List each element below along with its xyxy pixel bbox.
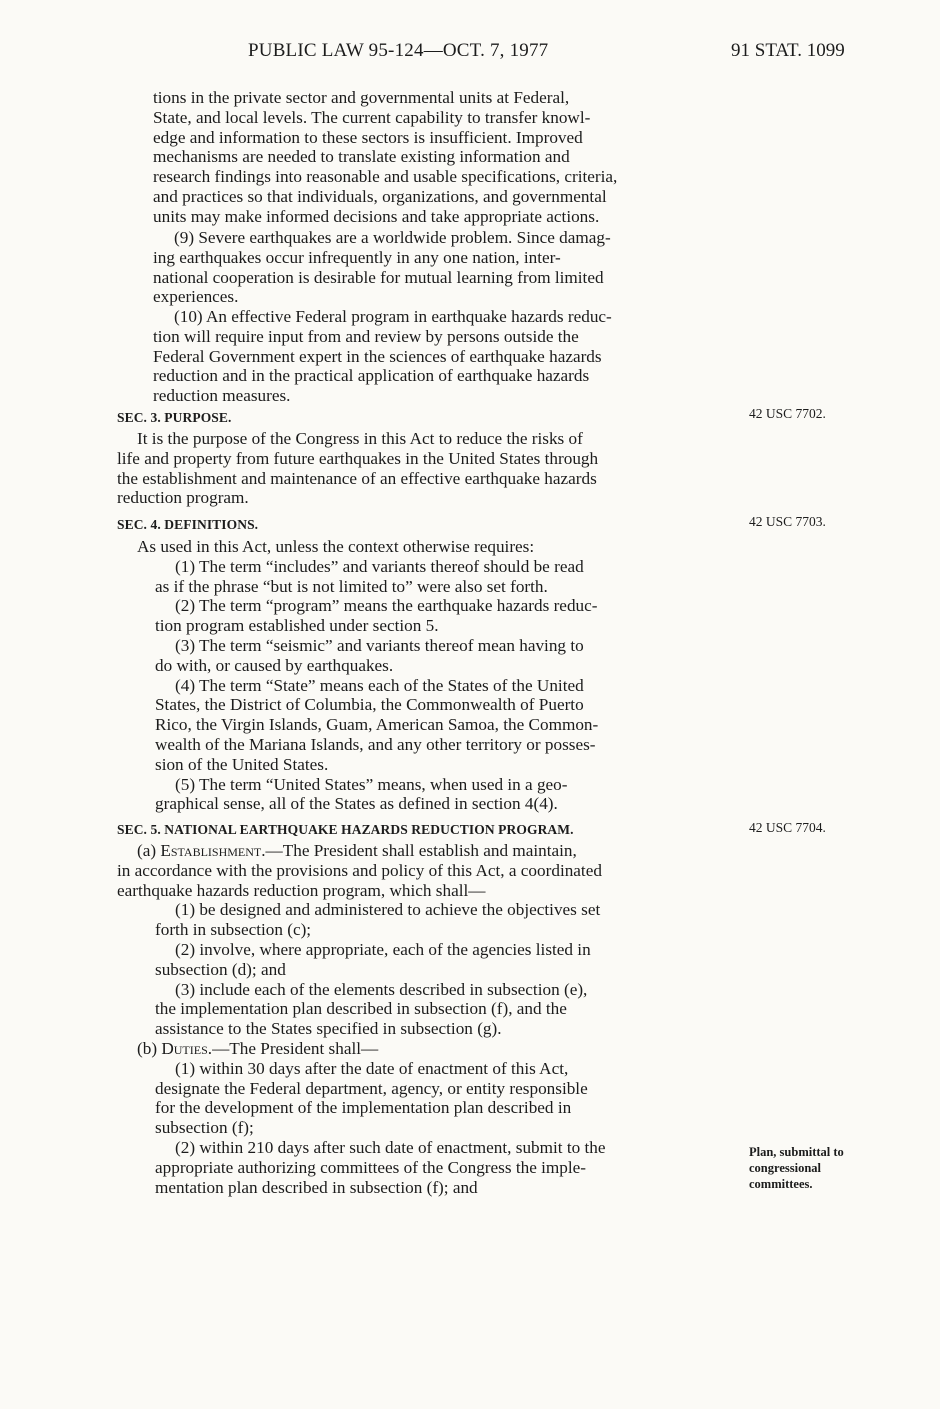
text-line: (2) involve, where appropriate, each of the agencies listed in [175,939,591,959]
text-line: (1) be designed and administered to achieve the objectives set [175,900,601,920]
text-line: as if the phrase “but is not limited to” were also set forth. [155,576,548,596]
text-line: State, and local levels. The current capability to transfer knowl- [153,107,591,127]
text-line: designate the Federal department, agency, or entity responsible [155,1078,588,1098]
section-5-text [117,841,606,1197]
text-line: (3) include each of the elements described in subsection (e), [175,979,588,999]
text-line: reduction and in the practical application of earthquake hazards [153,366,590,386]
text-line: Federal Government expert in the sciences of earthquake hazards [153,346,602,366]
subsection-b-first-line [117,1039,606,1059]
section-3-text [117,429,598,508]
text-line: (1) within 30 days after the date of enactment of this Act, [175,1058,569,1078]
subsection-b-label: (b) [137,1038,162,1058]
text-line: subsection (d); and [155,959,286,979]
section-4-text [117,537,598,814]
margin-citation-sec3: 42 USC 7702. [749,406,826,421]
text-line: (2) The term “program” means the earthquake hazards reduc- [175,596,598,616]
text-line: tions in the private sector and governmental units at Federal, [153,88,570,107]
running-header-title: PUBLIC LAW 95-124—OCT. 7, 1977 [248,40,549,61]
text-line: mentation plan described in subsection (f); and [155,1177,478,1197]
text-line: tion will require input from and review by persons outside the [153,326,579,346]
paragraph-continuation [153,88,617,227]
text-line: sion of the United States. [155,754,329,774]
finding-9 [153,228,611,307]
subsection-a-caption: Establishment [160,841,262,860]
text-line: (1) The term “includes” and variants thereof should be read [175,556,584,576]
text-line: graphical sense, all of the States as defined in section 4(4). [155,794,558,814]
text-line: the implementation plan described in subsection (f), and the [155,999,567,1019]
subsection-b-text: .—The President shall— [207,1038,379,1058]
text-line: (9) Severe earthquakes are a worldwide problem. Since damag- [174,228,611,247]
text-line: ing earthquakes occur infrequently in any one nation, inter- [153,247,561,267]
text-line: national cooperation is desirable for mutual learning from limited [153,267,604,287]
text-line: research findings into reasonable and usable specifications, criteria, [153,167,618,187]
text-line: mechanisms are needed to translate existing information and [153,147,570,167]
margin-note-plan-submittal [749,1144,844,1192]
statute-page-number: 91 STAT. 1099 [731,40,845,61]
text-line: reduction program. [117,488,249,508]
text-line: It is the purpose of the Congress in this Act to reduce the risks of [137,429,583,448]
text-line: forth in subsection (c); [155,920,312,940]
text-line: wealth of the Mariana Islands, and any other territory or posses- [155,734,596,754]
text-line: reduction measures. [153,386,291,406]
subsection-a-label: (a) [137,841,161,860]
margin-citation-sec4: 42 USC 7703. [749,514,826,529]
margin-note-line: congressional [749,1161,821,1175]
text-line: subsection (f); [155,1118,254,1138]
text-line: appropriate authorizing committees of the Congress the imple- [155,1157,586,1177]
text-line: units may make informed decisions and take appropriate actions. [153,206,600,226]
section-4-heading: SEC. 4. DEFINITIONS. [117,517,259,532]
margin-note-line: Plan, submittal to [749,1145,844,1159]
text-line: the establishment and maintenance of an effective earthquake hazards [117,468,597,488]
text-line: (10) An effective Federal program in earthquake hazards reduc- [174,307,612,326]
text-line: do with, or caused by earthquakes. [155,655,394,675]
text-line: experiences. [153,287,239,307]
margin-note-line: committees. [749,1177,813,1191]
text-line: (5) The term “United States” means, when used in a geo- [175,774,568,794]
text-line: (3) The term “seismic” and variants thereof mean having to [175,635,584,655]
subsection-b-caption: Duties [161,1038,208,1058]
margin-citation-sec5: 42 USC 7704. [749,820,826,835]
text-line: and practices so that individuals, organizations, and governmental [153,186,607,206]
section-3-heading: SEC. 3. PURPOSE. [117,410,232,425]
text-line: for the development of the implementation plan described in [155,1098,572,1118]
text-line: (2) within 210 days after such date of enactment, submit to the [175,1137,606,1157]
text-line: tion program established under section 5. [155,616,439,636]
text-line: in accordance with the provisions and policy of this Act, a coordinated [117,860,602,880]
finding-10 [153,307,612,406]
text-line: States, the District of Columbia, the Commonwealth of Puerto [155,695,584,715]
section-5-heading: SEC. 5. NATIONAL EARTHQUAKE HAZARDS REDUCTION PROGRAM. [117,822,574,837]
text-line: edge and information to these sectors is insufficient. Improved [153,127,583,147]
text-line: Rico, the Virgin Islands, Guam, American Samoa, the Common- [155,715,599,735]
text-line: (4) The term “State” means each of the States of the United [175,675,584,695]
text-line: assistance to the States specified in subsection (g). [155,1019,502,1039]
text-line: earthquake hazards reduction program, which shall— [117,880,486,900]
text-line: life and property from future earthquakes in the United States through [117,448,599,468]
text-line: As used in this Act, unless the context otherwise requires: [137,537,535,556]
subsection-a-first-line [117,841,606,861]
subsection-a-text: .—The President shall establish and maintain, [261,841,577,860]
